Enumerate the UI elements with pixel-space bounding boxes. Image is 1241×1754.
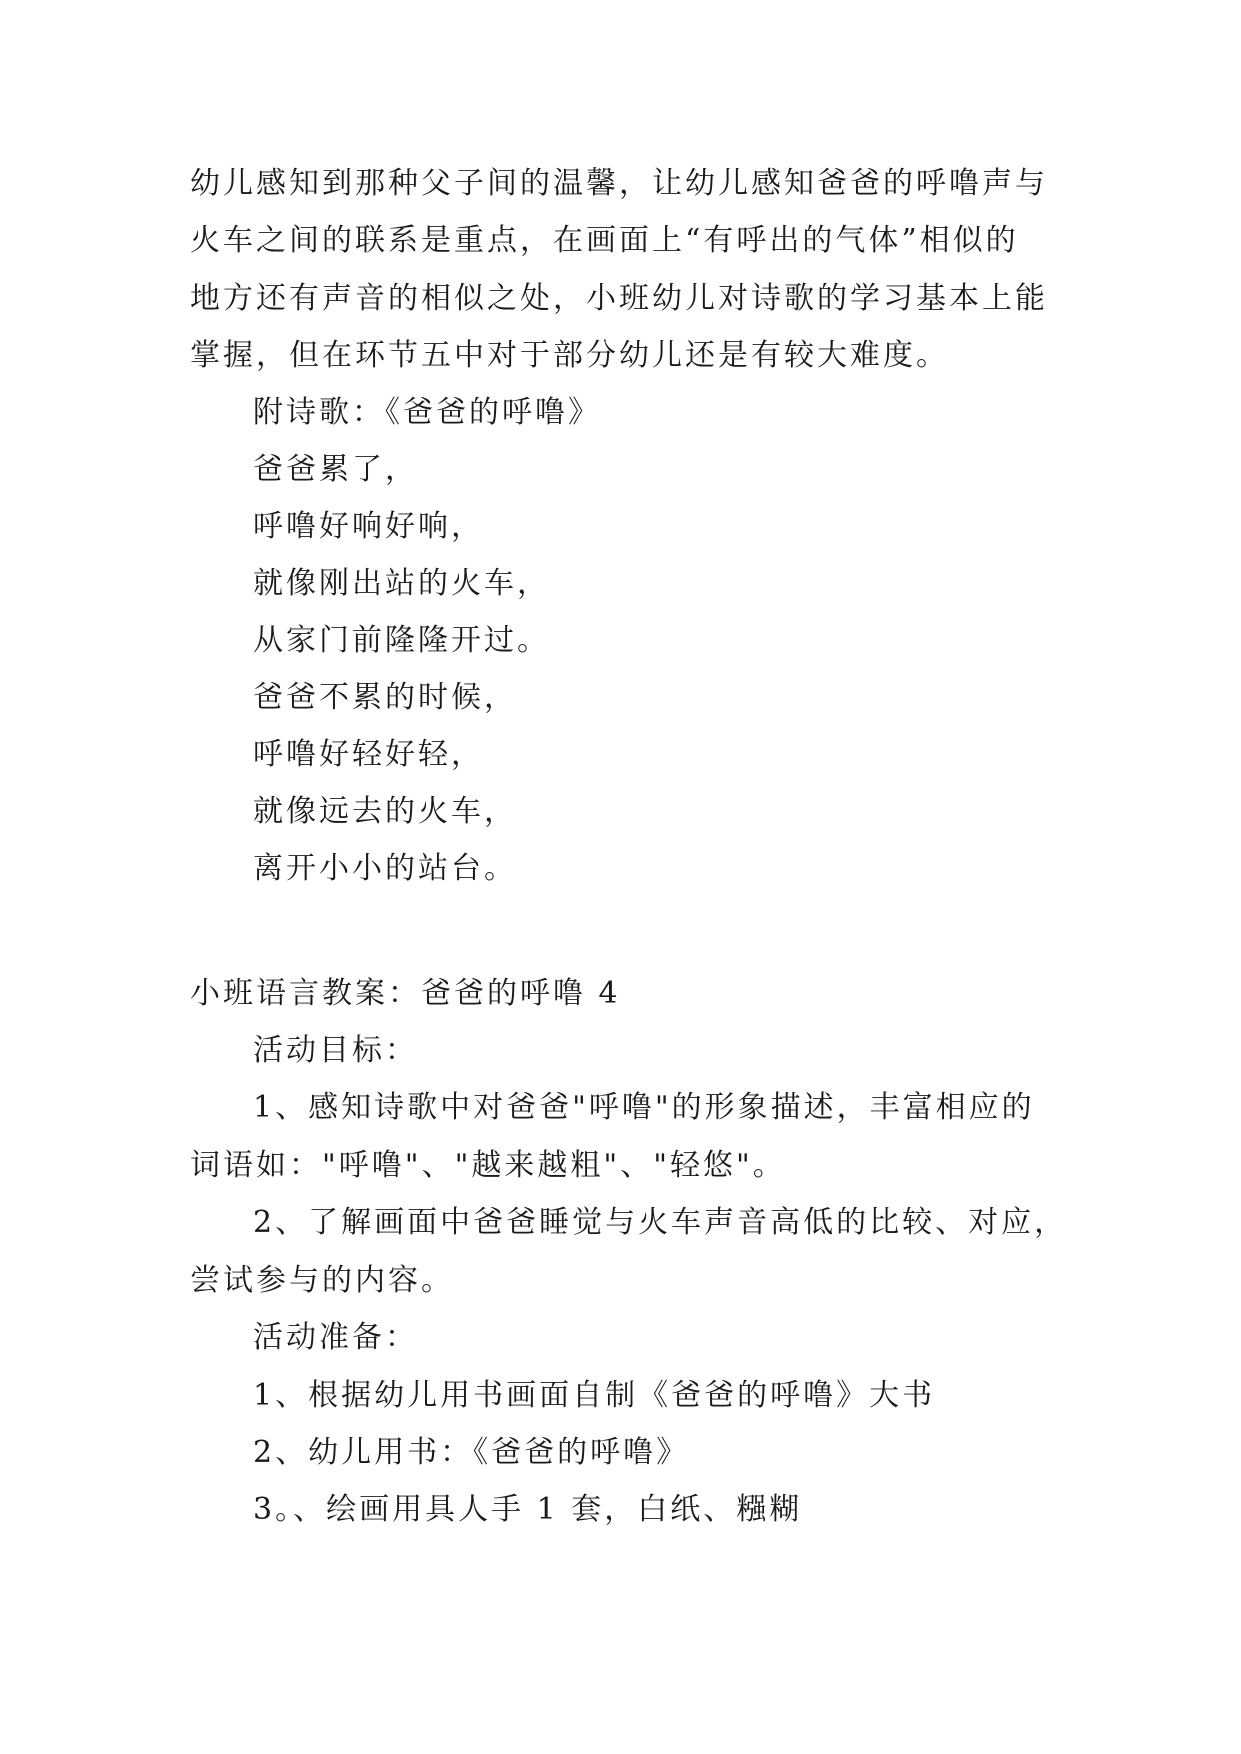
preparation-item: 2、幼儿用书：《爸爸的呼噜》 (253, 1435, 690, 1470)
paragraph-line: 掌握，但在环节五中对于部分幼儿还是有较大难度。 (190, 338, 949, 373)
goal-item-1-cont: 词语如："呼噜"、"越来越粗"、"轻悠"。 (190, 1148, 786, 1183)
poem-line: 从家门前隆隆开过。 (253, 623, 550, 658)
poem-line: 爸爸不累的时候， (253, 680, 517, 715)
goal-item-2: 2、了解画面中爸爸睡觉与火车声音高低的比较、对应， (253, 1205, 1068, 1240)
section-title: 小班语言教案：爸爸的呼噜 4 (190, 976, 621, 1011)
goals-heading: 活动目标： (253, 1033, 418, 1068)
goal-item-1: 1、感知诗歌中对爸爸"呼噜"的形象描述，丰富相应的 (253, 1090, 1035, 1125)
preparation-heading: 活动准备： (253, 1320, 418, 1355)
poem-line: 就像刚出站的火车， (253, 566, 550, 601)
preparation-item: 3。、绘画用具人手 1 套，白纸、糨糊 (253, 1492, 803, 1527)
poem-line: 爸爸累了， (253, 452, 418, 487)
preparation-item: 1、根据幼儿用书画面自制《爸爸的呼噜》大书 (253, 1378, 936, 1413)
poem-line: 呼噜好轻好轻， (253, 737, 484, 772)
paragraph-line: 火车之间的联系是重点，在画面上“有呼出的气体”相似的 (190, 223, 1019, 258)
paragraph-line: 幼儿感知到那种父子间的温馨，让幼儿感知爸爸的呼噜声与 (190, 166, 1048, 201)
paragraph-line: 地方还有声音的相似之处，小班幼儿对诗歌的学习基本上能 (190, 281, 1048, 316)
poem-line: 离开小小的站台。 (253, 851, 517, 886)
poem-line: 就像远去的火车， (253, 794, 517, 829)
poem-heading: 附诗歌：《爸爸的呼噜》 (253, 395, 601, 430)
goal-item-2-cont: 尝试参与的内容。 (190, 1263, 454, 1298)
poem-line: 呼噜好响好响， (253, 509, 484, 544)
